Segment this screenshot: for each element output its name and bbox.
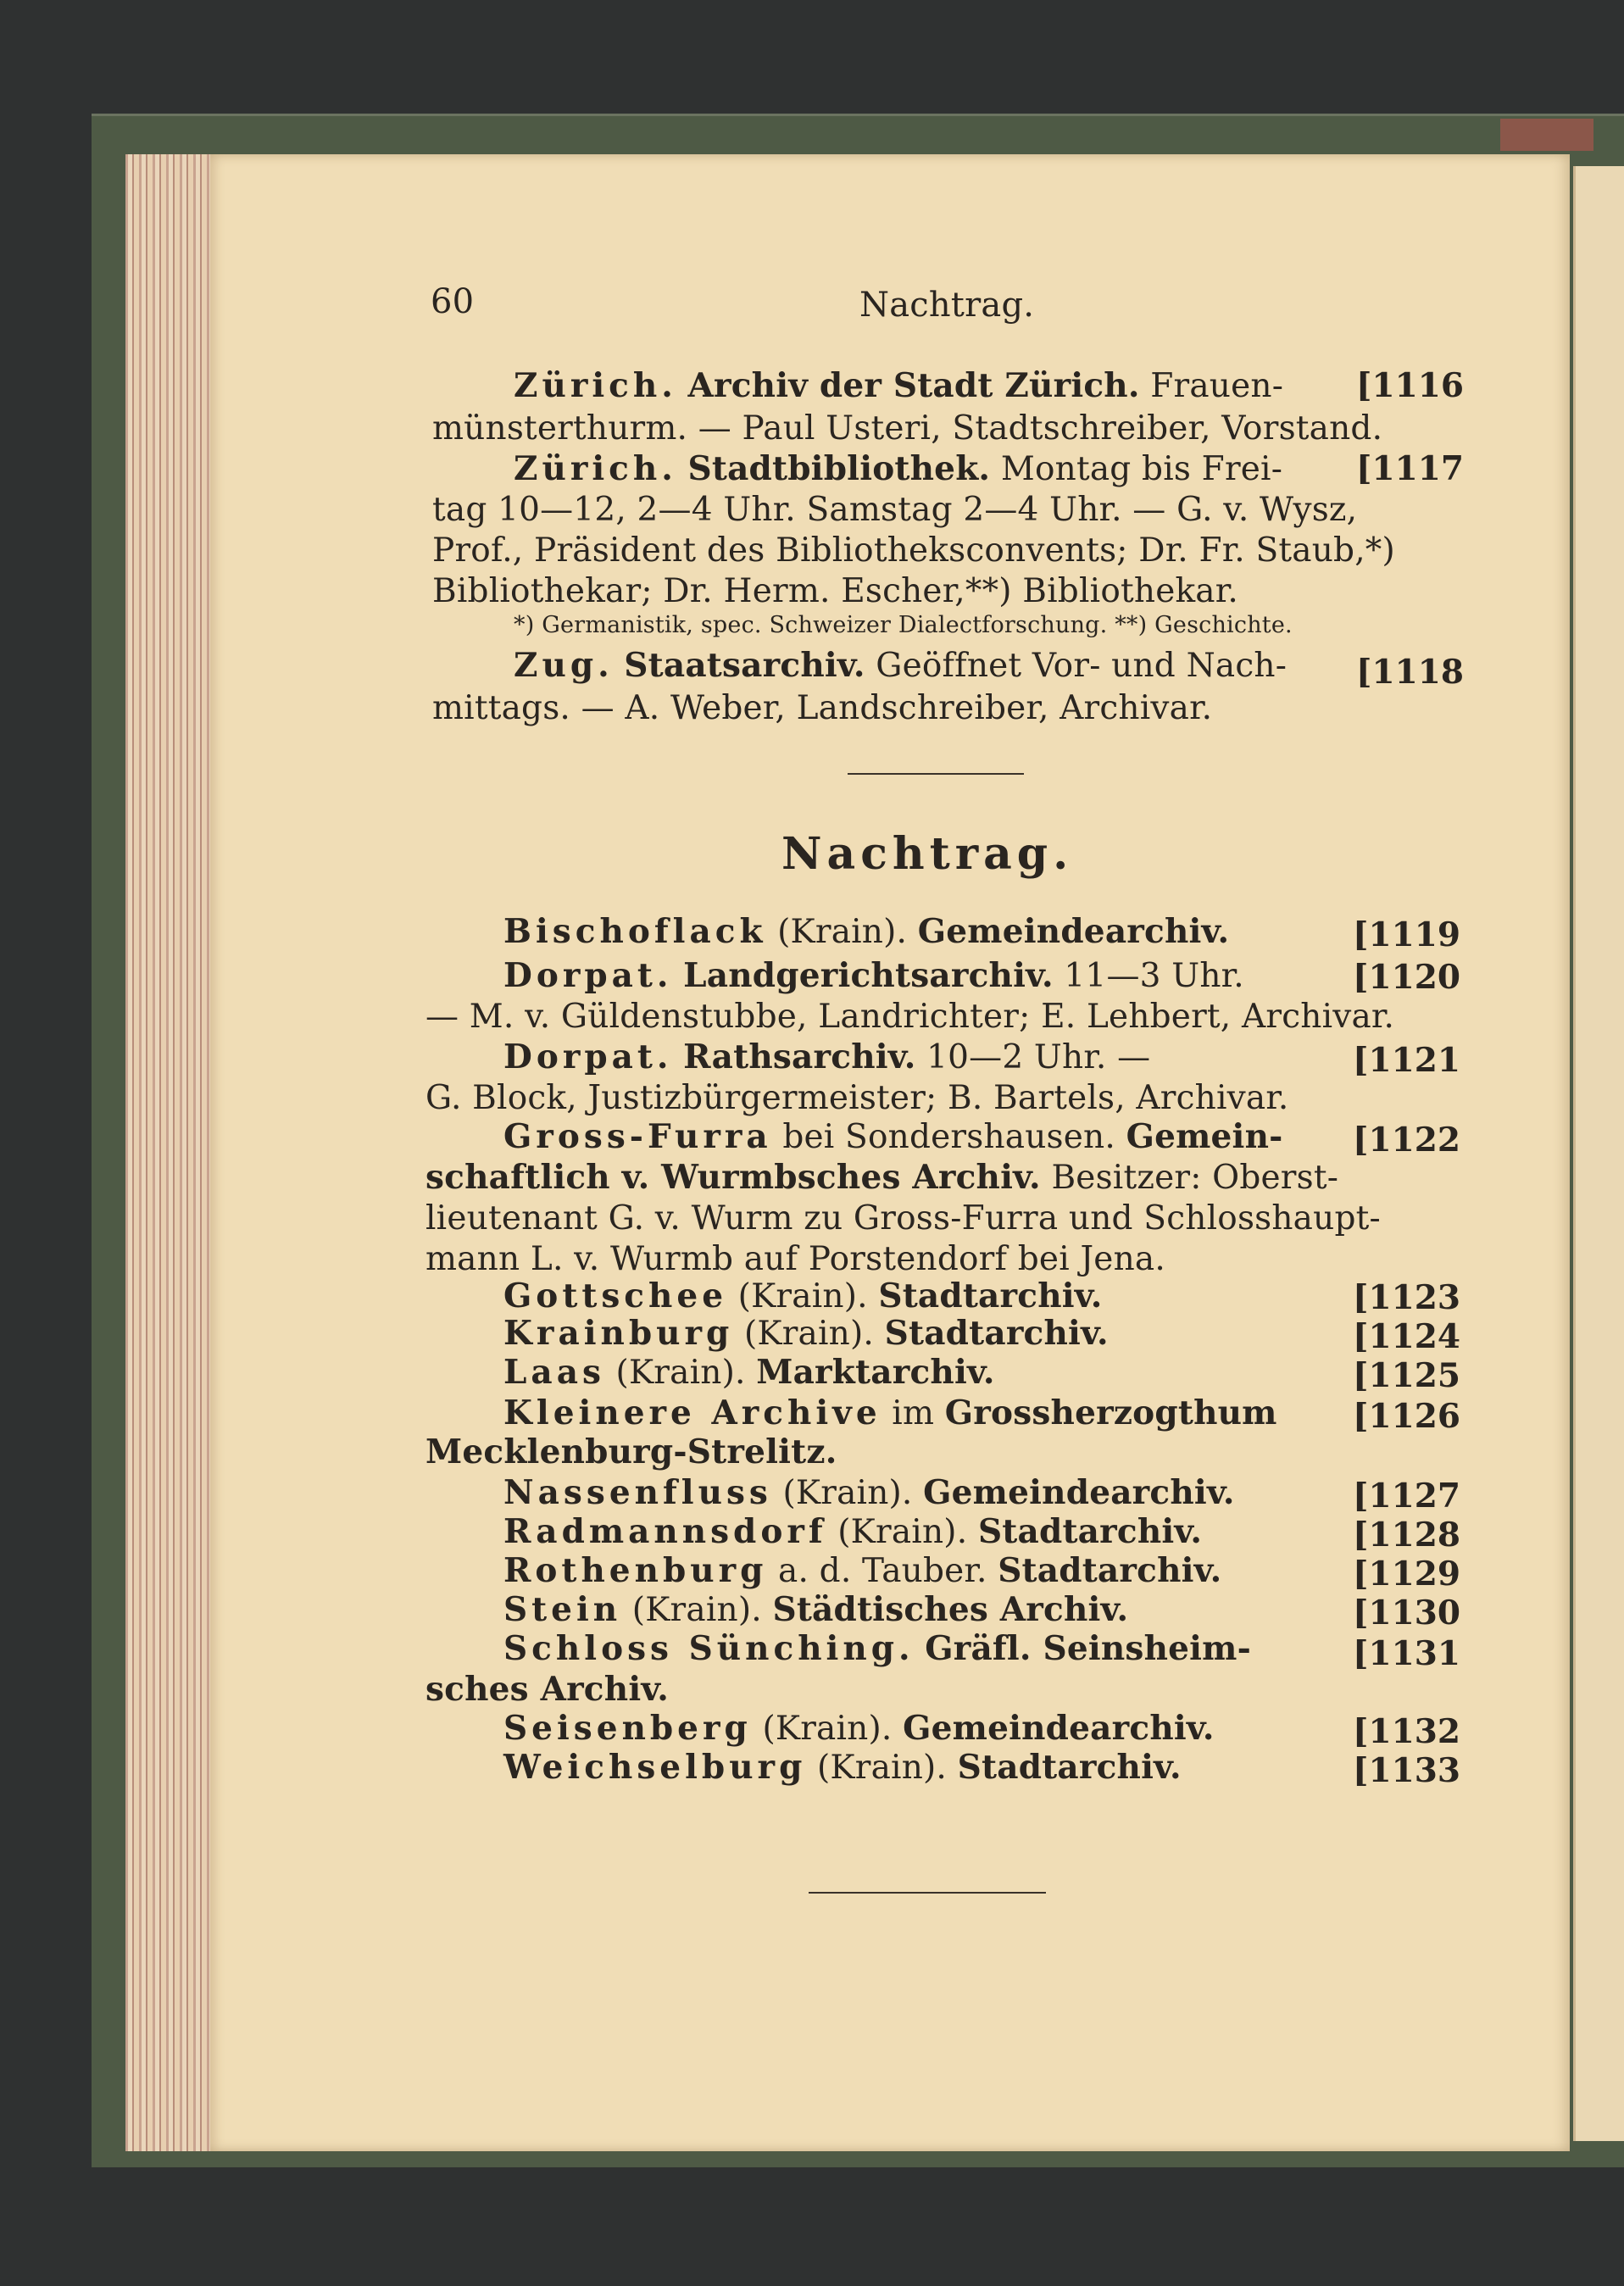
- entry-1126: [503, 1393, 1277, 1432]
- entry-title: Stadtarchiv.: [878, 1276, 1103, 1315]
- entry-1131: [503, 1629, 1252, 1668]
- entry-number: [1130: [1353, 1594, 1460, 1632]
- entry-number: [1126: [1353, 1397, 1460, 1436]
- entry-title: Gemeindearchiv.: [923, 1473, 1235, 1512]
- entry-place: Zürich.: [514, 449, 677, 488]
- entry-place: Stein: [503, 1590, 622, 1629]
- entry-continuation: [425, 1158, 1339, 1197]
- entry-number: [1125: [1353, 1356, 1460, 1395]
- entry-place: Laas: [503, 1353, 605, 1392]
- entry-continuation: Bibliothekar; Dr. Herm. Escher,**) Bibliothekar.: [432, 572, 1238, 610]
- entry-place: Schloss Sünching.: [503, 1629, 915, 1668]
- entry-title: Marktarchiv.: [756, 1353, 995, 1392]
- entry-place: Krainburg: [503, 1314, 734, 1353]
- entry-number: [1129: [1353, 1555, 1460, 1594]
- entry-number: [1122: [1353, 1121, 1460, 1160]
- entry-continuation: sches Archiv.: [425, 1670, 670, 1709]
- entry-text: (Krain).: [837, 1513, 968, 1551]
- running-head: Nachtrag.: [859, 286, 1035, 325]
- entry-continuation: G. Block, Justizbürgermeister; B. Bartels, Archivar.: [425, 1079, 1289, 1117]
- entry-1117: [514, 449, 1283, 488]
- entry-number: [1133: [1353, 1751, 1460, 1790]
- page-number: 60: [431, 282, 475, 321]
- entry-place: Bischoflack: [503, 912, 767, 951]
- entry-number: [1116: [1356, 366, 1464, 405]
- entry-text: Montag bis Frei-: [1000, 450, 1283, 488]
- entry-1123: [503, 1276, 1103, 1315]
- entry-number: [1131: [1353, 1634, 1460, 1673]
- entry-title: Gemeindearchiv.: [917, 912, 1230, 951]
- entry-text: 11—3 Uhr.: [1064, 957, 1244, 995]
- entry-1122: [503, 1117, 1283, 1156]
- entry-text: a. d. Tauber.: [778, 1552, 987, 1590]
- entry-continuation: lieutenant G. v. Wurm zu Gross-Furra und Schlosshaupt-: [425, 1199, 1381, 1238]
- entry-title: Staatsarchiv.: [624, 646, 865, 685]
- entry-place: Zürich.: [514, 366, 677, 405]
- entry-text: (Krain).: [615, 1354, 746, 1392]
- entry-place: Weichselburg: [503, 1748, 807, 1787]
- footnote: *) Germanistik, spec. Schweizer Dialectforschung. **) Geschichte.: [514, 612, 1293, 638]
- entry-number: [1119: [1353, 915, 1460, 954]
- entry-number: [1128: [1353, 1516, 1460, 1555]
- entry-title: Städtisches Archiv.: [772, 1590, 1129, 1629]
- entry-place: Gottschee: [503, 1276, 728, 1315]
- entry-title: Archiv der Stadt Zürich.: [687, 366, 1140, 405]
- end-divider: [809, 1892, 1046, 1894]
- entry-number: [1118: [1356, 653, 1464, 692]
- entry-text: Geöffnet Vor- und Nach-: [876, 647, 1288, 685]
- entry-text: (Krain).: [762, 1710, 893, 1748]
- entry-1132: [503, 1709, 1215, 1748]
- entry-place: Dorpat.: [503, 1037, 673, 1076]
- entry-number: [1123: [1353, 1278, 1460, 1317]
- entry-text: (Krain).: [737, 1277, 868, 1315]
- entry-place: Kleinere Archive: [503, 1393, 882, 1432]
- entry-place: Nassenfluss: [503, 1473, 772, 1512]
- entry-place: Zug.: [514, 646, 614, 685]
- entry-continuation: tag 10—12, 2—4 Uhr. Samstag 2—4 Uhr. — G. v. Wysz,: [432, 491, 1358, 529]
- entry-title: schaftlich v. Wurmbsches Archiv.: [425, 1158, 1041, 1197]
- entry-text: (Krain).: [782, 1474, 913, 1512]
- entry-title: Gemein-: [1126, 1117, 1283, 1156]
- entry-text: (Krain).: [816, 1749, 948, 1787]
- entry-1119: [503, 912, 1230, 951]
- entry-text: 10—2 Uhr. —: [926, 1038, 1151, 1076]
- entry-place: Radmannsdorf: [503, 1512, 827, 1551]
- entry-continuation: mittags. — A. Weber, Landschreiber, Archivar.: [432, 689, 1213, 727]
- entry-place: Gross-Furra: [503, 1117, 772, 1156]
- entry-title: Stadtbibliothek.: [687, 449, 991, 488]
- entry-text: (Krain).: [743, 1315, 874, 1353]
- entry-place: Dorpat.: [503, 956, 673, 995]
- entry-1124: [503, 1314, 1109, 1353]
- entry-title: Stadtarchiv.: [998, 1551, 1222, 1590]
- entry-continuation: mann L. v. Wurmb auf Porstendorf bei Jena.: [425, 1240, 1165, 1278]
- entry-1121: [503, 1037, 1151, 1076]
- entry-text: im: [892, 1394, 935, 1432]
- entry-1118: [514, 646, 1288, 685]
- entry-continuation: münsterthurm. — Paul Usteri, Stadtschreiber, Vorstand.: [432, 409, 1383, 448]
- entry-number: [1132: [1353, 1712, 1460, 1751]
- entry-1129: [503, 1551, 1222, 1590]
- entry-place: Rothenburg: [503, 1551, 768, 1590]
- entry-number: [1120: [1353, 958, 1460, 997]
- entry-title: Stadtarchiv.: [957, 1748, 1182, 1787]
- entry-continuation: — M. v. Güldenstubbe, Landrichter; E. Lehbert, Archivar.: [425, 998, 1395, 1036]
- entry-place: Seisenberg: [503, 1709, 752, 1748]
- entry-number: [1121: [1353, 1041, 1460, 1080]
- entry-1130: [503, 1590, 1129, 1629]
- entry-1125: [503, 1353, 995, 1392]
- entry-continuation: Mecklenburg-Strelitz.: [425, 1432, 837, 1471]
- entry-title: Stadtarchiv.: [884, 1314, 1109, 1353]
- entry-title: Grossherzogthum: [944, 1393, 1277, 1432]
- entry-title: Landgerichtsarchiv.: [683, 956, 1054, 995]
- section-divider: [848, 773, 1024, 775]
- entry-number: [1124: [1353, 1317, 1460, 1356]
- entry-number: [1117: [1356, 449, 1464, 488]
- entry-1128: [503, 1512, 1203, 1551]
- entry-title: Stadtarchiv.: [977, 1512, 1203, 1551]
- entry-number: [1127: [1353, 1477, 1460, 1516]
- entry-text: (Krain).: [777, 913, 908, 951]
- entry-title: Rathsarchiv.: [683, 1037, 916, 1076]
- entry-text: Frauen-: [1150, 367, 1284, 405]
- entry-text: bei Sondershausen.: [782, 1118, 1115, 1156]
- entry-text: (Krain).: [631, 1591, 762, 1629]
- entry-title: Gemeindearchiv.: [903, 1709, 1215, 1748]
- entry-title: Gräfl. Seinsheim-: [925, 1629, 1252, 1668]
- entry-1120: [503, 956, 1244, 995]
- entry-1133: [503, 1748, 1182, 1787]
- entry-1116: [514, 366, 1284, 405]
- entry-text: Besitzer: Oberst-: [1051, 1159, 1339, 1197]
- section-heading: Nachtrag.: [781, 828, 1074, 880]
- entry-1127: [503, 1473, 1235, 1512]
- entry-continuation: Prof., Präsident des Bibliotheksconvents; Dr. Fr. Staub,*): [432, 531, 1395, 570]
